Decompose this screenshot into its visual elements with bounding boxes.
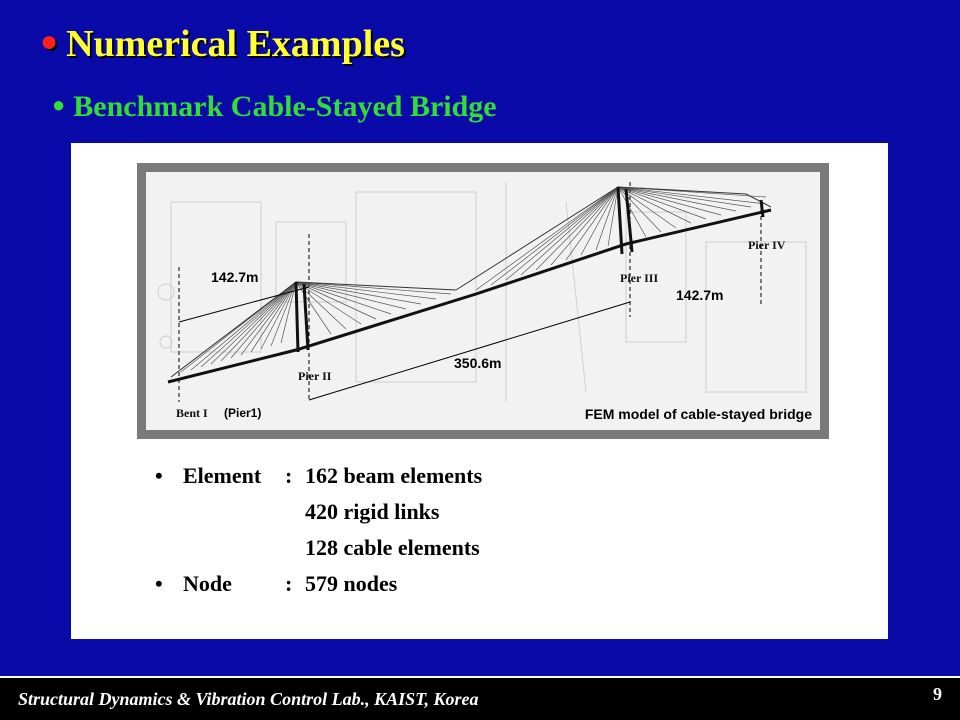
title-bullet-icon: ● [40, 25, 59, 58]
cables-left [171, 282, 451, 377]
slide-title [40, 22, 405, 66]
slide-subtitle [52, 90, 497, 124]
page-number: 9 [933, 684, 942, 704]
spec-value: 128 cable elements [305, 535, 480, 560]
spec-value: 162 beam elements [305, 463, 483, 488]
subtitle-bullet-icon: ● [52, 92, 66, 117]
footer-bar [0, 678, 960, 720]
spec-label: Node [183, 571, 232, 596]
bent1-label: Bent I [176, 406, 208, 420]
content-panel [71, 143, 888, 639]
bridge-figure [137, 163, 829, 439]
spec-colon: : [285, 571, 293, 596]
slide-subtitle-text: Benchmark Cable-Stayed Bridge [73, 90, 497, 123]
spec-colon: : [285, 463, 293, 488]
dim-center: 350.6m [454, 355, 502, 371]
bridge-drawing [146, 172, 820, 430]
bullet: • [155, 463, 163, 488]
footer-lab-name: Structural Dynamics & Vibration Control Lab., KAIST, Korea [18, 689, 479, 709]
pier1-label: (Pier1) [224, 406, 262, 420]
spec-value: 579 nodes [305, 571, 398, 596]
bridge-figure-inner [146, 172, 820, 430]
dimension-lines [179, 287, 630, 400]
bullet: • [155, 571, 163, 596]
figure-caption: FEM model of cable-stayed bridge [584, 406, 812, 422]
pier3-label: Pier III [620, 271, 659, 285]
spec-label: Element [183, 463, 262, 488]
pier2-label: Pier II [298, 369, 332, 383]
dim-left: 142.7m [211, 269, 259, 285]
slide-title-text: Numerical Examples [66, 23, 405, 65]
pier4-label: Pier IV [748, 238, 786, 252]
dim-right: 142.7m [676, 287, 724, 303]
spec-value: 420 rigid links [305, 499, 440, 524]
